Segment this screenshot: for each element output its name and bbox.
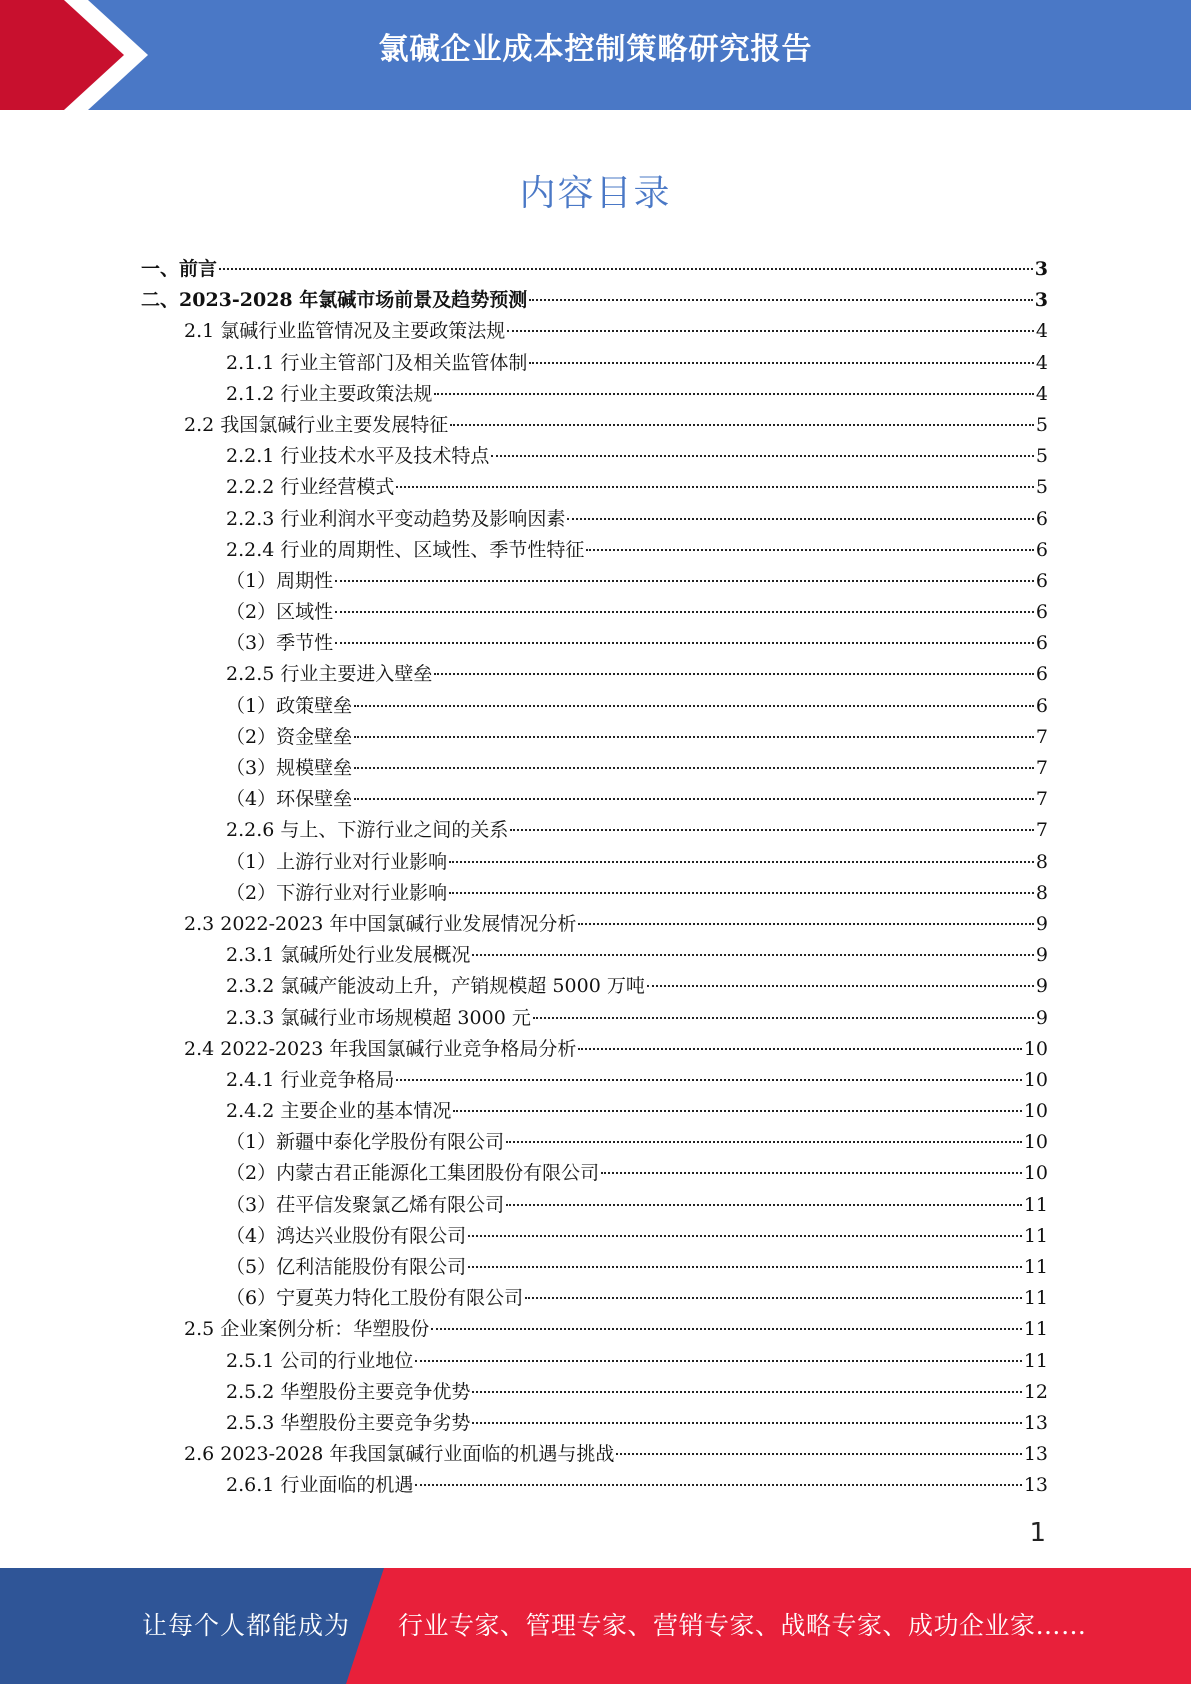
toc-entry-page: 10 <box>1023 1068 1048 1091</box>
toc-entry-page: 13 <box>1023 1474 1048 1497</box>
toc-dot-leader <box>396 486 1034 488</box>
toc-entry[interactable] <box>141 815 1048 846</box>
toc-entry[interactable] <box>141 1314 1048 1345</box>
toc-entry-label: 2.5.3 华塑股份主要竞争劣势 <box>226 1411 471 1434</box>
toc-entry-page: 6 <box>1035 632 1048 655</box>
toc-entry-label: （1）周期性 <box>226 569 334 592</box>
toc-entry-page: 7 <box>1035 725 1048 748</box>
toc-entry[interactable] <box>141 784 1048 815</box>
toc-dot-leader <box>472 1422 1021 1424</box>
toc-entry-label: 2.6.1 行业面临的机遇 <box>226 1474 414 1497</box>
toc-dot-leader <box>616 1453 1021 1455</box>
toc-entry[interactable] <box>141 878 1048 909</box>
toc-entry[interactable] <box>141 722 1048 753</box>
toc-entry[interactable] <box>141 1158 1048 1189</box>
toc-entry-label: 2.2.6 与上、下游行业之间的关系 <box>226 819 509 842</box>
toc-entry-label: 2.1.2 行业主要政策法规 <box>226 382 433 405</box>
toc-entry[interactable] <box>141 504 1048 535</box>
toc-dot-leader <box>578 923 1033 925</box>
toc-entry[interactable] <box>141 1190 1048 1221</box>
toc-entry-page: 3 <box>1034 289 1048 312</box>
toc-entry-label: 2.1.1 行业主管部门及相关监管体制 <box>226 351 528 374</box>
toc-dot-leader <box>335 611 1034 613</box>
toc-entry-label: （1）新疆中泰化学股份有限公司 <box>226 1131 505 1154</box>
page-header <box>0 0 1191 110</box>
toc-entry-label: （5）亿利洁能股份有限公司 <box>226 1256 467 1278</box>
toc-dot-leader <box>449 861 1034 863</box>
toc-entry-page: 5 <box>1035 476 1048 499</box>
toc-entry[interactable] <box>141 1065 1048 1096</box>
toc-entry[interactable] <box>141 691 1048 722</box>
toc-entry-label: 2.2.2 行业经营模式 <box>226 476 395 499</box>
toc-entry[interactable] <box>141 472 1048 503</box>
toc-entry-page: 10 <box>1023 1131 1048 1154</box>
toc-entry-label: 2.3.3 氯碱行业市场规模超 3000 元 <box>226 1006 531 1029</box>
toc-entry-label: （2）区域性 <box>226 601 334 624</box>
toc-entry-label: 2.5.1 公司的行业地位 <box>226 1349 414 1372</box>
toc-dot-leader <box>601 1172 1022 1174</box>
toc-dot-leader <box>491 455 1034 457</box>
toc-dot-leader <box>647 985 1034 987</box>
toc-entry[interactable] <box>141 566 1048 597</box>
toc-entry[interactable] <box>141 379 1048 410</box>
toc-dot-leader <box>586 549 1034 551</box>
toc-entry-page: 11 <box>1023 1224 1048 1247</box>
toc-entry-label: 2.4.1 行业竞争格局 <box>226 1068 395 1091</box>
toc-entry[interactable] <box>141 1283 1048 1314</box>
toc-entry-page: 4 <box>1035 351 1048 374</box>
toc-entry-page: 7 <box>1035 819 1048 842</box>
toc-dot-leader <box>472 1391 1021 1393</box>
toc-entry-label: 2.3 2022-2023 年中国氯碱行业发展情况分析 <box>184 912 577 935</box>
toc-dot-leader <box>450 424 1034 426</box>
toc-entry-label: （4）环保壁垒 <box>226 788 353 811</box>
toc-entry-page: 9 <box>1035 1006 1048 1029</box>
toc-entry-label: （2）资金壁垒 <box>226 725 353 748</box>
toc-dot-leader <box>507 330 1034 332</box>
toc-entry[interactable] <box>141 441 1048 472</box>
footer-slogan-left: 让每个人都能成为 <box>142 1611 351 1640</box>
toc-entry-page: 8 <box>1035 881 1048 904</box>
toc-entry-label: （1）上游行业对行业影响 <box>226 850 448 873</box>
toc-entry-page: 9 <box>1035 944 1048 967</box>
toc-dot-leader <box>431 1328 1022 1330</box>
toc-entry-page: 6 <box>1035 538 1048 561</box>
toc-entry[interactable] <box>141 1034 1048 1065</box>
toc-dot-leader <box>415 1360 1021 1362</box>
toc-dot-leader <box>529 299 1033 301</box>
toc-dot-leader <box>415 1484 1021 1486</box>
toc-entry-page: 6 <box>1035 663 1048 686</box>
toc-entry[interactable] <box>141 628 1048 659</box>
toc-entry[interactable] <box>141 971 1048 1002</box>
toc-entry-label: 一、前言 <box>141 258 218 280</box>
toc-entry[interactable] <box>141 1377 1048 1408</box>
toc-entry-page: 10 <box>1023 1100 1048 1123</box>
toc-entry-page: 12 <box>1023 1380 1048 1403</box>
toc-entry[interactable] <box>141 847 1048 878</box>
toc-heading: 内容目录 <box>519 173 672 214</box>
toc-entry-page: 6 <box>1035 507 1048 530</box>
toc-entry-label: 2.1 氯碱行业监管情况及主要政策法规 <box>184 320 506 343</box>
toc-dot-leader <box>578 1048 1021 1050</box>
toc-entry-page: 9 <box>1035 912 1048 935</box>
toc-dot-leader <box>453 1110 1021 1112</box>
toc-entry-label: 2.5 企业案例分析：华塑股份 <box>184 1318 430 1341</box>
toc-entry-page: 6 <box>1035 694 1048 717</box>
toc-dot-leader <box>396 1079 1021 1081</box>
toc-entry-label: （3）规模壁垒 <box>226 757 353 779</box>
toc-entry[interactable] <box>141 535 1048 566</box>
toc-entry-page: 6 <box>1035 601 1048 624</box>
toc-entry-label: 2.3.2 氯碱产能波动上升，产销规模超 5000 万吨 <box>226 975 645 998</box>
toc-entry[interactable] <box>141 1346 1048 1377</box>
toc-dot-leader <box>354 705 1034 707</box>
toc-entry-page: 11 <box>1023 1256 1048 1278</box>
report-title: 氯碱企业成本控制策略研究报告 <box>378 32 813 67</box>
toc-entry-page: 7 <box>1035 757 1048 779</box>
toc-dot-leader <box>434 673 1034 675</box>
toc-entry[interactable] <box>141 348 1048 379</box>
toc-entry[interactable] <box>141 1221 1048 1252</box>
toc-dot-leader <box>354 798 1034 800</box>
toc-entry-label: 2.3.1 氯碱所处行业发展概况 <box>226 944 471 967</box>
toc-entry-label: 2.2 我国氯碱行业主要发展特征 <box>184 413 449 436</box>
toc-entry-page: 7 <box>1035 788 1048 811</box>
toc-entry-page: 11 <box>1023 1318 1048 1341</box>
toc-entry-page: 13 <box>1023 1411 1048 1434</box>
toc-entry-page: 13 <box>1023 1443 1048 1466</box>
toc-entry-label: （2）下游行业对行业影响 <box>226 881 448 904</box>
toc-entry-page: 11 <box>1023 1287 1048 1310</box>
toc-entry-label: （4）鸿达兴业股份有限公司 <box>226 1224 467 1247</box>
toc-entry-label: 2.6 2023-2028 年我国氯碱行业面临的机遇与挑战 <box>184 1443 615 1466</box>
toc-entry-label: （6）宁夏英力特化工股份有限公司 <box>226 1287 524 1310</box>
table-of-contents <box>141 254 1048 1502</box>
toc-entry-label: 2.2.5 行业主要进入壁垒 <box>226 663 433 686</box>
toc-entry[interactable] <box>141 1127 1048 1158</box>
toc-entry[interactable] <box>141 1096 1048 1127</box>
toc-dot-leader <box>335 580 1034 582</box>
toc-entry-page: 4 <box>1035 320 1048 343</box>
toc-entry[interactable] <box>141 316 1048 347</box>
toc-entry-label: 2.4 2022-2023 年我国氯碱行业竞争格局分析 <box>184 1037 577 1060</box>
toc-entry[interactable] <box>141 1252 1048 1283</box>
toc-dot-leader <box>472 954 1034 956</box>
toc-dot-leader <box>219 268 1033 270</box>
footer-slogan-right: 行业专家、管理专家、营销专家、战略专家、成功企业家…… <box>398 1611 1087 1640</box>
toc-entry[interactable] <box>141 909 1048 940</box>
toc-dot-leader <box>567 518 1034 520</box>
toc-entry[interactable] <box>141 254 1048 285</box>
toc-dot-leader <box>468 1266 1022 1268</box>
toc-dot-leader <box>506 1141 1022 1143</box>
toc-entry-label: 2.2.1 行业技术水平及技术特点 <box>226 445 490 468</box>
toc-dot-leader <box>533 1017 1034 1019</box>
toc-dot-leader <box>506 1204 1022 1206</box>
toc-entry-page: 11 <box>1023 1193 1048 1216</box>
toc-entry-page: 5 <box>1035 445 1048 468</box>
toc-entry[interactable] <box>141 1408 1048 1439</box>
toc-dot-leader <box>354 736 1034 738</box>
toc-entry-label: 2.5.2 华塑股份主要竞争优势 <box>226 1380 471 1403</box>
toc-entry-page: 5 <box>1035 413 1048 436</box>
toc-entry[interactable] <box>141 285 1048 316</box>
toc-entry-page: 8 <box>1035 850 1048 873</box>
toc-entry-page: 6 <box>1035 569 1048 592</box>
toc-dot-leader <box>335 642 1034 644</box>
toc-entry-label: （2）内蒙古君正能源化工集团股份有限公司 <box>226 1162 600 1185</box>
toc-dot-leader <box>529 362 1034 364</box>
page-number: 1 <box>1029 1518 1046 1548</box>
toc-entry-page: 10 <box>1023 1037 1048 1060</box>
toc-entry[interactable] <box>141 1470 1048 1501</box>
toc-entry[interactable] <box>141 1439 1048 1470</box>
toc-entry-page: 9 <box>1035 975 1048 998</box>
toc-entry-label: 2.2.3 行业利润水平变动趋势及影响因素 <box>226 507 566 530</box>
toc-entry[interactable] <box>141 597 1048 628</box>
toc-entry-label: （3）季节性 <box>226 632 334 655</box>
toc-entry[interactable] <box>141 1003 1048 1034</box>
toc-dot-leader <box>434 393 1034 395</box>
toc-dot-leader <box>449 892 1034 894</box>
toc-dot-leader <box>468 1235 1022 1237</box>
toc-entry-page: 11 <box>1023 1349 1048 1372</box>
toc-entry-label: 二、2023-2028 年氯碱市场前景及趋势预测 <box>141 289 528 312</box>
toc-entry-label: 2.4.2 主要企业的基本情况 <box>226 1100 452 1123</box>
toc-entry-label: （3）茌平信发聚氯乙烯有限公司 <box>226 1193 505 1216</box>
toc-dot-leader <box>354 767 1034 769</box>
toc-entry-page: 4 <box>1035 382 1048 405</box>
toc-entry[interactable] <box>141 410 1048 441</box>
toc-entry-page: 3 <box>1034 258 1048 280</box>
toc-entry[interactable] <box>141 753 1048 784</box>
toc-entry[interactable] <box>141 940 1048 971</box>
toc-dot-leader <box>525 1297 1022 1299</box>
page-footer <box>0 1568 1191 1684</box>
toc-dot-leader <box>510 829 1034 831</box>
toc-entry-label: （1）政策壁垒 <box>226 694 353 717</box>
toc-entry-page: 10 <box>1023 1162 1048 1185</box>
toc-entry[interactable] <box>141 659 1048 690</box>
toc-entry-label: 2.2.4 行业的周期性、区域性、季节性特征 <box>226 538 585 561</box>
